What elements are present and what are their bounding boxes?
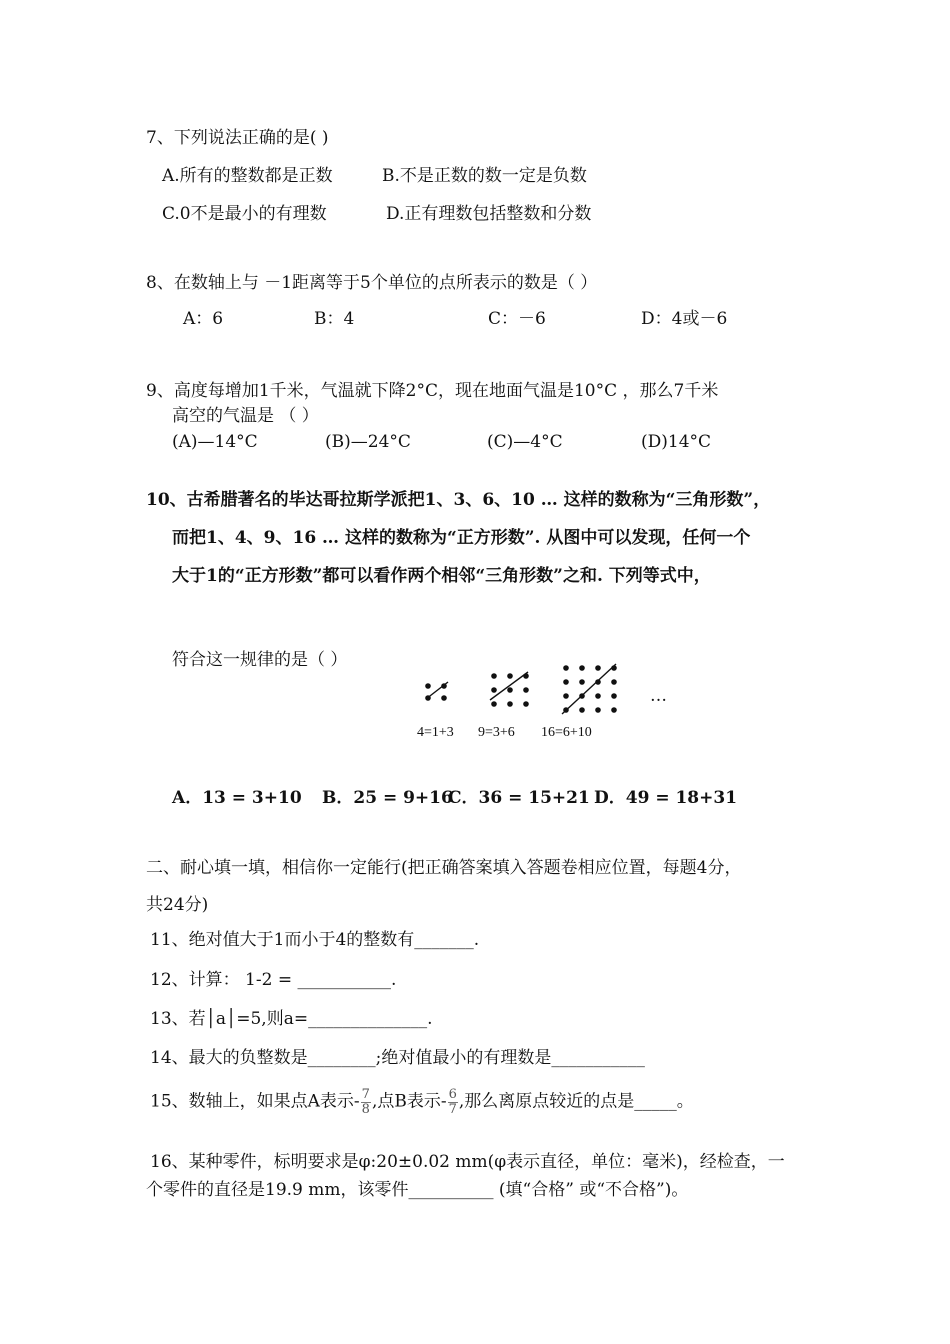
- q10-option-b: B．25 = 9+16: [322, 788, 453, 808]
- q15-fraction-a: [361, 1088, 371, 1116]
- dot-pattern-9: [490, 672, 529, 707]
- q14: 14、最大的负整数是________;绝对值最小的有理数是___________: [150, 1048, 645, 1068]
- q13: 13、若│a│=5,则a=______________.: [150, 1009, 433, 1029]
- q15-fraction-a-numerator: 7: [361, 1087, 370, 1102]
- q9-stem-line2: 高空的气温是 （ ）: [172, 406, 319, 426]
- q12: 12、计算： 1-2 = ___________.: [150, 970, 397, 990]
- dot-pattern-4: [425, 682, 448, 701]
- q7-stem: 7、下列说法正确的是( ): [146, 128, 329, 148]
- q10-caption-4: 4=1+3: [417, 725, 454, 740]
- section2-title-line1: 二、耐心填一填，相信你一定能行(把正确答案填入答题卷相应位置，每题4分，: [146, 858, 742, 878]
- q10-line2: 而把1、4、9、16 … 这样的数称为“正方形数”. 从图中可以发现，任何一个: [172, 528, 751, 548]
- q10-line3: 大于1的“正方形数”都可以看作两个相邻“三角形数”之和. 下列等式中，: [172, 566, 711, 586]
- q9-option-d: (D)14°C: [641, 432, 712, 452]
- q8-option-d: D：4或－6: [641, 309, 728, 329]
- q16-line2: 个零件的直径是19.9 mm，该零件__________ (填“合格” 或“不合格”)。: [146, 1180, 689, 1200]
- section2-title-line2: 共24分): [146, 895, 209, 915]
- q15-suffix: ,那么离原点较近的点是_____。: [458, 1091, 694, 1112]
- q9-option-c: (C)—4°C: [487, 432, 563, 452]
- q9-stem-line1: 9、高度每增加1千米，气温就下降2°C，现在地面气温是10°C ，那么7千米: [146, 381, 719, 401]
- q8-option-c: C：－6: [488, 309, 546, 329]
- q7-option-c: C.0不是最小的有理数: [162, 204, 327, 224]
- q7-option-a: A.所有的整数都是正数: [162, 166, 333, 186]
- q10-line4: 符合这一规律的是（ ）: [172, 650, 348, 670]
- q10-line1: 10、古希腊著名的毕达哥拉斯学派把1、3、6、10 … 这样的数称为“三角形数”，: [146, 490, 771, 510]
- q8-option-b: B：4: [314, 309, 355, 329]
- q9-option-b: (B)—24°C: [325, 432, 411, 452]
- q10-figure-ellipsis: …: [650, 686, 667, 706]
- q15-fraction-a-denominator: 8: [361, 1101, 370, 1117]
- q15-fraction-b-numerator: 6: [448, 1087, 457, 1102]
- q7-option-b: B.不是正数的数一定是负数: [382, 166, 587, 186]
- q15: [150, 1088, 694, 1116]
- q10-option-d: D．49 = 18+31: [594, 788, 738, 808]
- q15-fraction-b: [448, 1088, 458, 1116]
- q15-middle: ,点B表示-: [371, 1091, 447, 1112]
- dot-pattern-16: [562, 664, 617, 714]
- q15-fraction-b-denominator: 7: [448, 1101, 457, 1117]
- q11: 11、绝对值大于1而小于4的整数有_______.: [150, 930, 480, 950]
- q15-prefix: 15、数轴上，如果点A表示-: [150, 1091, 360, 1112]
- q8-option-a: A：6: [183, 309, 224, 329]
- q9-option-a: (A)—14°C: [172, 432, 258, 452]
- q8-stem: 8、在数轴上与 －1距离等于5个单位的点所表示的数是（ ）: [146, 273, 598, 293]
- square-number-dot-figure: [410, 660, 680, 722]
- q10-caption-16: 16=6+10: [541, 725, 592, 740]
- q10-option-a: A．13 = 3+10: [172, 788, 302, 808]
- q10-caption-9: 9=3+6: [478, 725, 515, 740]
- q7-option-d: D.正有理数包括整数和分数: [386, 204, 592, 224]
- q16-line1: 16、某种零件，标明要求是φ:20±0.02 mm(φ表示直径，单位：毫米)，经检查，一: [150, 1152, 785, 1172]
- q10-option-c: C．36 = 15+21: [448, 788, 590, 808]
